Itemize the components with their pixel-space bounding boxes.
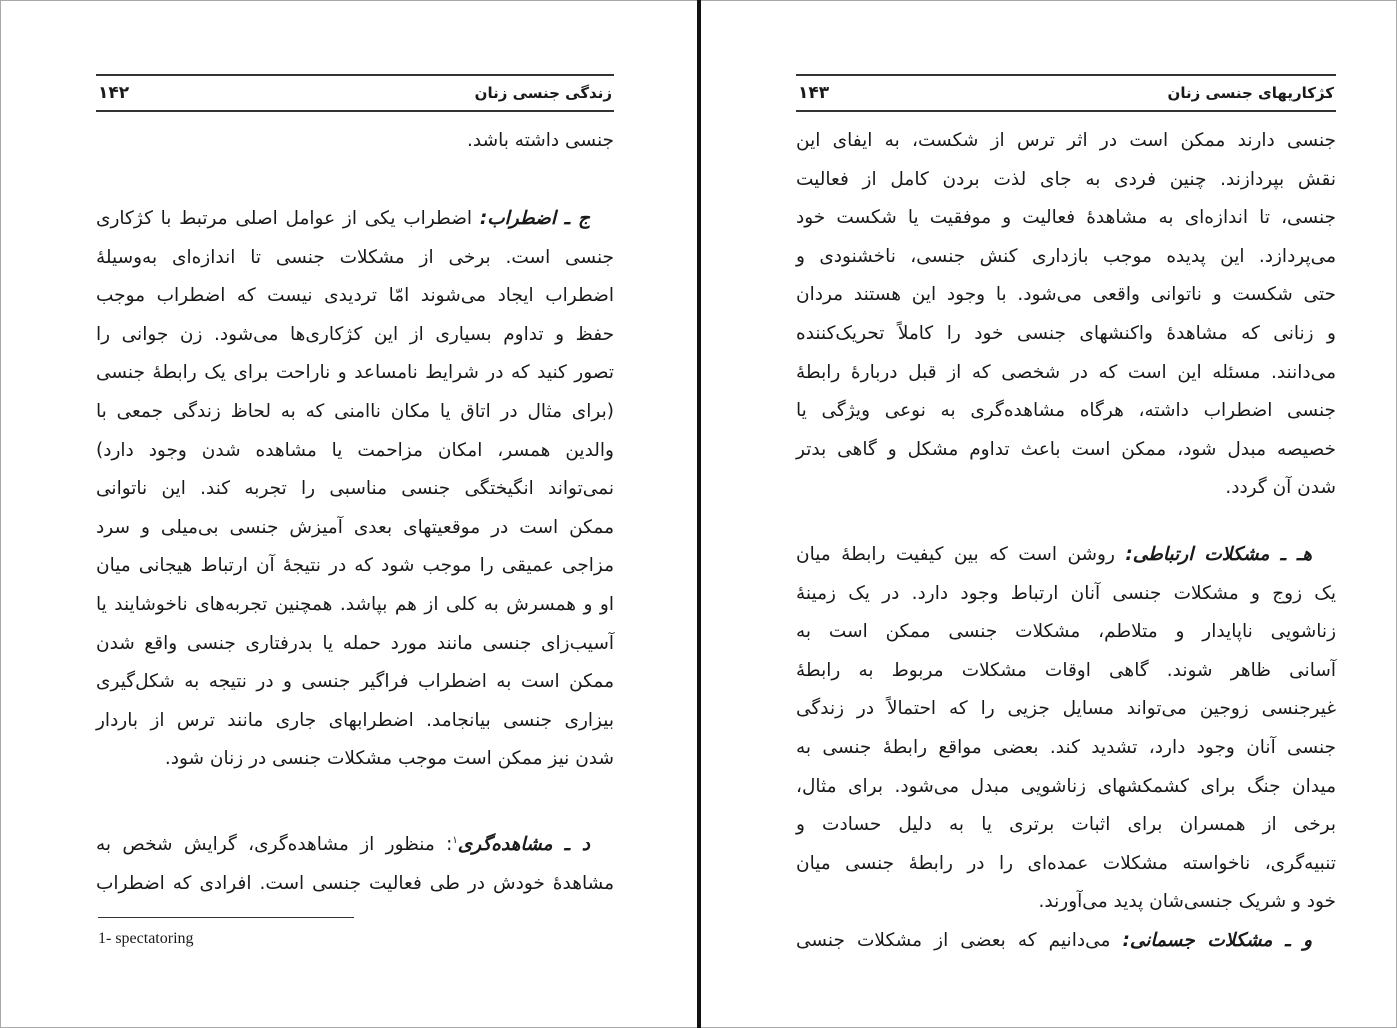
footnote: 1- spectatoring [98, 930, 194, 947]
section-heading-anxiety: ج ـ اضطراب: [479, 208, 590, 229]
text-line: حفظ و تداوم بسیاری از این کژکاری‌ها می‌شود. زن جوانی را [96, 323, 614, 345]
text-line: یک زوج و مشکلات جنسی آنان ارتباط وجود دارد. در یک زمینهٔ [796, 582, 1336, 604]
text-line: جنسی آنان وجود دارد، تشدید کند. بعضی مواقع رابطهٔ جنسی به [796, 736, 1336, 758]
running-head-left [96, 74, 614, 112]
text-line: و زنانی که مشاهدهٔ واکنشهای جنسی خود را کاملاً تحریک‌کننده [796, 322, 1336, 344]
running-head-right [796, 74, 1336, 112]
text-line [96, 826, 614, 865]
text-line: نمی‌تواند انگیختگی جنسی مناسبی را تجربه کند. این ناتوانی [96, 478, 614, 500]
book-spine-divider [697, 0, 701, 1028]
text-line: مزاجی عمیقی را موجب شود که در نتیجهٔ آن ارتباط هیجانی میان [96, 555, 614, 577]
paragraph-continuation [796, 122, 1336, 508]
text-line: بیزاری جنسی بیانجامد. اضطرابهای جاری مانند ترس از باردار [96, 709, 614, 731]
text-line: ممکن است در موقعیتهای بعدی آمیزش جنسی بی‌میلی و سرد [96, 516, 614, 538]
text-line: زناشویی ناپایدار و متلاطم، مشکلات جنسی ممکن است به [796, 621, 1336, 643]
section-heading-relationship-problems: هـ ـ مشکلات ارتباطی: [1125, 544, 1312, 565]
text-line [796, 922, 1336, 961]
text-line [96, 200, 614, 239]
text-line: جنسی داشته باشد. [467, 130, 614, 151]
text-line: آسیب‌زای جنسی مانند مورد حمله یا بدرفتاری جنسی واقع شدن [96, 632, 614, 654]
paragraph-continuation [96, 122, 614, 161]
text-line: جنسی دارند ممکن است در اثر ترس از شکست، به ایفای این [796, 130, 1336, 151]
text-line: خود و شریک جنسی‌شان پدید می‌آورند. [1038, 891, 1336, 913]
right-page [796, 0, 1336, 1028]
text-line: می‌پردازد. این پدیده موجب بازداری کنش جنسی، ناخشنودی و [796, 245, 1336, 267]
text-line: شدن آن گردد. [1225, 477, 1336, 499]
text-line: خصیصه مبدل شود، ممکن است باعث تداوم مشکل و گاهی بدتر [796, 438, 1336, 460]
footnote-reference: ۱ [452, 834, 458, 846]
text-line: جنسی، تا اندازه‌ای به مشاهدهٔ فعالیت و موفقیت یا شکست خود [796, 207, 1336, 229]
text-line: او و همسرش به کلی از هم بپاشد. همچنین تجربه‌های ناخوشایند یا [96, 593, 614, 615]
text-line: شدن نیز ممکن است موجب مشکلات جنسی در زنان شود. [164, 748, 614, 770]
text-line: اضطراب ایجاد می‌شوند امّا تردیدی نیست که اضطراب موجب [96, 285, 614, 307]
text-line: والدین همسر، امکان مزاحمت یا مشاهده شدن وجود دارد) [96, 439, 614, 461]
left-page [96, 0, 614, 1028]
text-line: نقش بپردازند. چنین فردی به جای لذت بردن کامل از فعالیت [796, 168, 1336, 190]
text-line: تصور کنید که در شرایط نامساعد و ناراحت برای یک رابطهٔ جنسی [96, 362, 614, 384]
page-number: ۱۴۳ [798, 83, 830, 103]
footnote-divider [98, 917, 354, 918]
text-fragment: : منظور از مشاهده‌گری، گرایش شخص به [96, 834, 453, 855]
running-title: کژکاریهای جنسی زنان [1167, 84, 1334, 102]
text-line: میدان جنگ برای کشمکشهای زناشویی مبدل می‌شود. برای مثال، [796, 775, 1336, 797]
text-line: جنسی اضطراب داشته، هرگاه مشاهده‌گری به نوعی ویژگی یا [796, 400, 1336, 422]
text-line: می‌دانند. مسئله این است که در شخصی که از قبل دربارهٔ رابطهٔ [796, 361, 1336, 383]
text-line: ممکن است به اضطراب فراگیر جنسی و در نتیجه به شکل‌گیری [96, 671, 614, 693]
page-number: ۱۴۲ [98, 83, 130, 103]
text-line: (برای مثال در اتاق یا مکان ناامنی که به لحاظ زندگی جمعی با [96, 400, 614, 422]
text-line: حتی شکست و ناتوانی واقعی می‌شود. با وجود این هستند مردان [796, 284, 1336, 306]
text-line: برخی از همسران برای اثبات برتری یا به دلیل حسادت و [796, 814, 1336, 836]
paragraph-physical-problems [796, 922, 1336, 961]
text-fragment: روشن است که بین کیفیت رابطهٔ میان [796, 544, 1126, 565]
paragraph-relationship-problems [796, 536, 1336, 922]
text-line: غیرجنسی زوجین می‌تواند مسایل جزیی را که احتمالاً در زندگی [796, 698, 1336, 720]
text-line: مشاهدهٔ خودش در طی فعالیت جنسی است. افرادی که اضطراب [96, 872, 614, 894]
paragraph-anxiety [96, 200, 614, 779]
text-fragment: اضطراب یکی از عوامل اصلی مرتبط با کژکاری [96, 208, 480, 229]
text-line: جنسی است. برخی از مشکلات جنسی تا اندازه‌ای به‌وسیلهٔ [96, 246, 614, 268]
text-line [796, 536, 1336, 575]
text-line: آسانی ظاهر شوند. گاهی اوقات مشکلات مربوط به رابطهٔ [796, 659, 1336, 681]
section-heading-physical-problems: و ـ مشکلات جسمانی: [1122, 930, 1312, 951]
section-heading-spectatoring: د ـ مشاهده‌گری [457, 834, 590, 855]
running-title: زندگی جنسی زنان [474, 84, 612, 102]
paragraph-spectatoring [96, 826, 614, 903]
text-line: تنبیه‌گری، ناخواسته مشکلات عمده‌ای را در رابطهٔ جنسی میان [796, 852, 1336, 874]
text-fragment: می‌دانیم که بعضی از مشکلات جنسی [796, 930, 1123, 951]
